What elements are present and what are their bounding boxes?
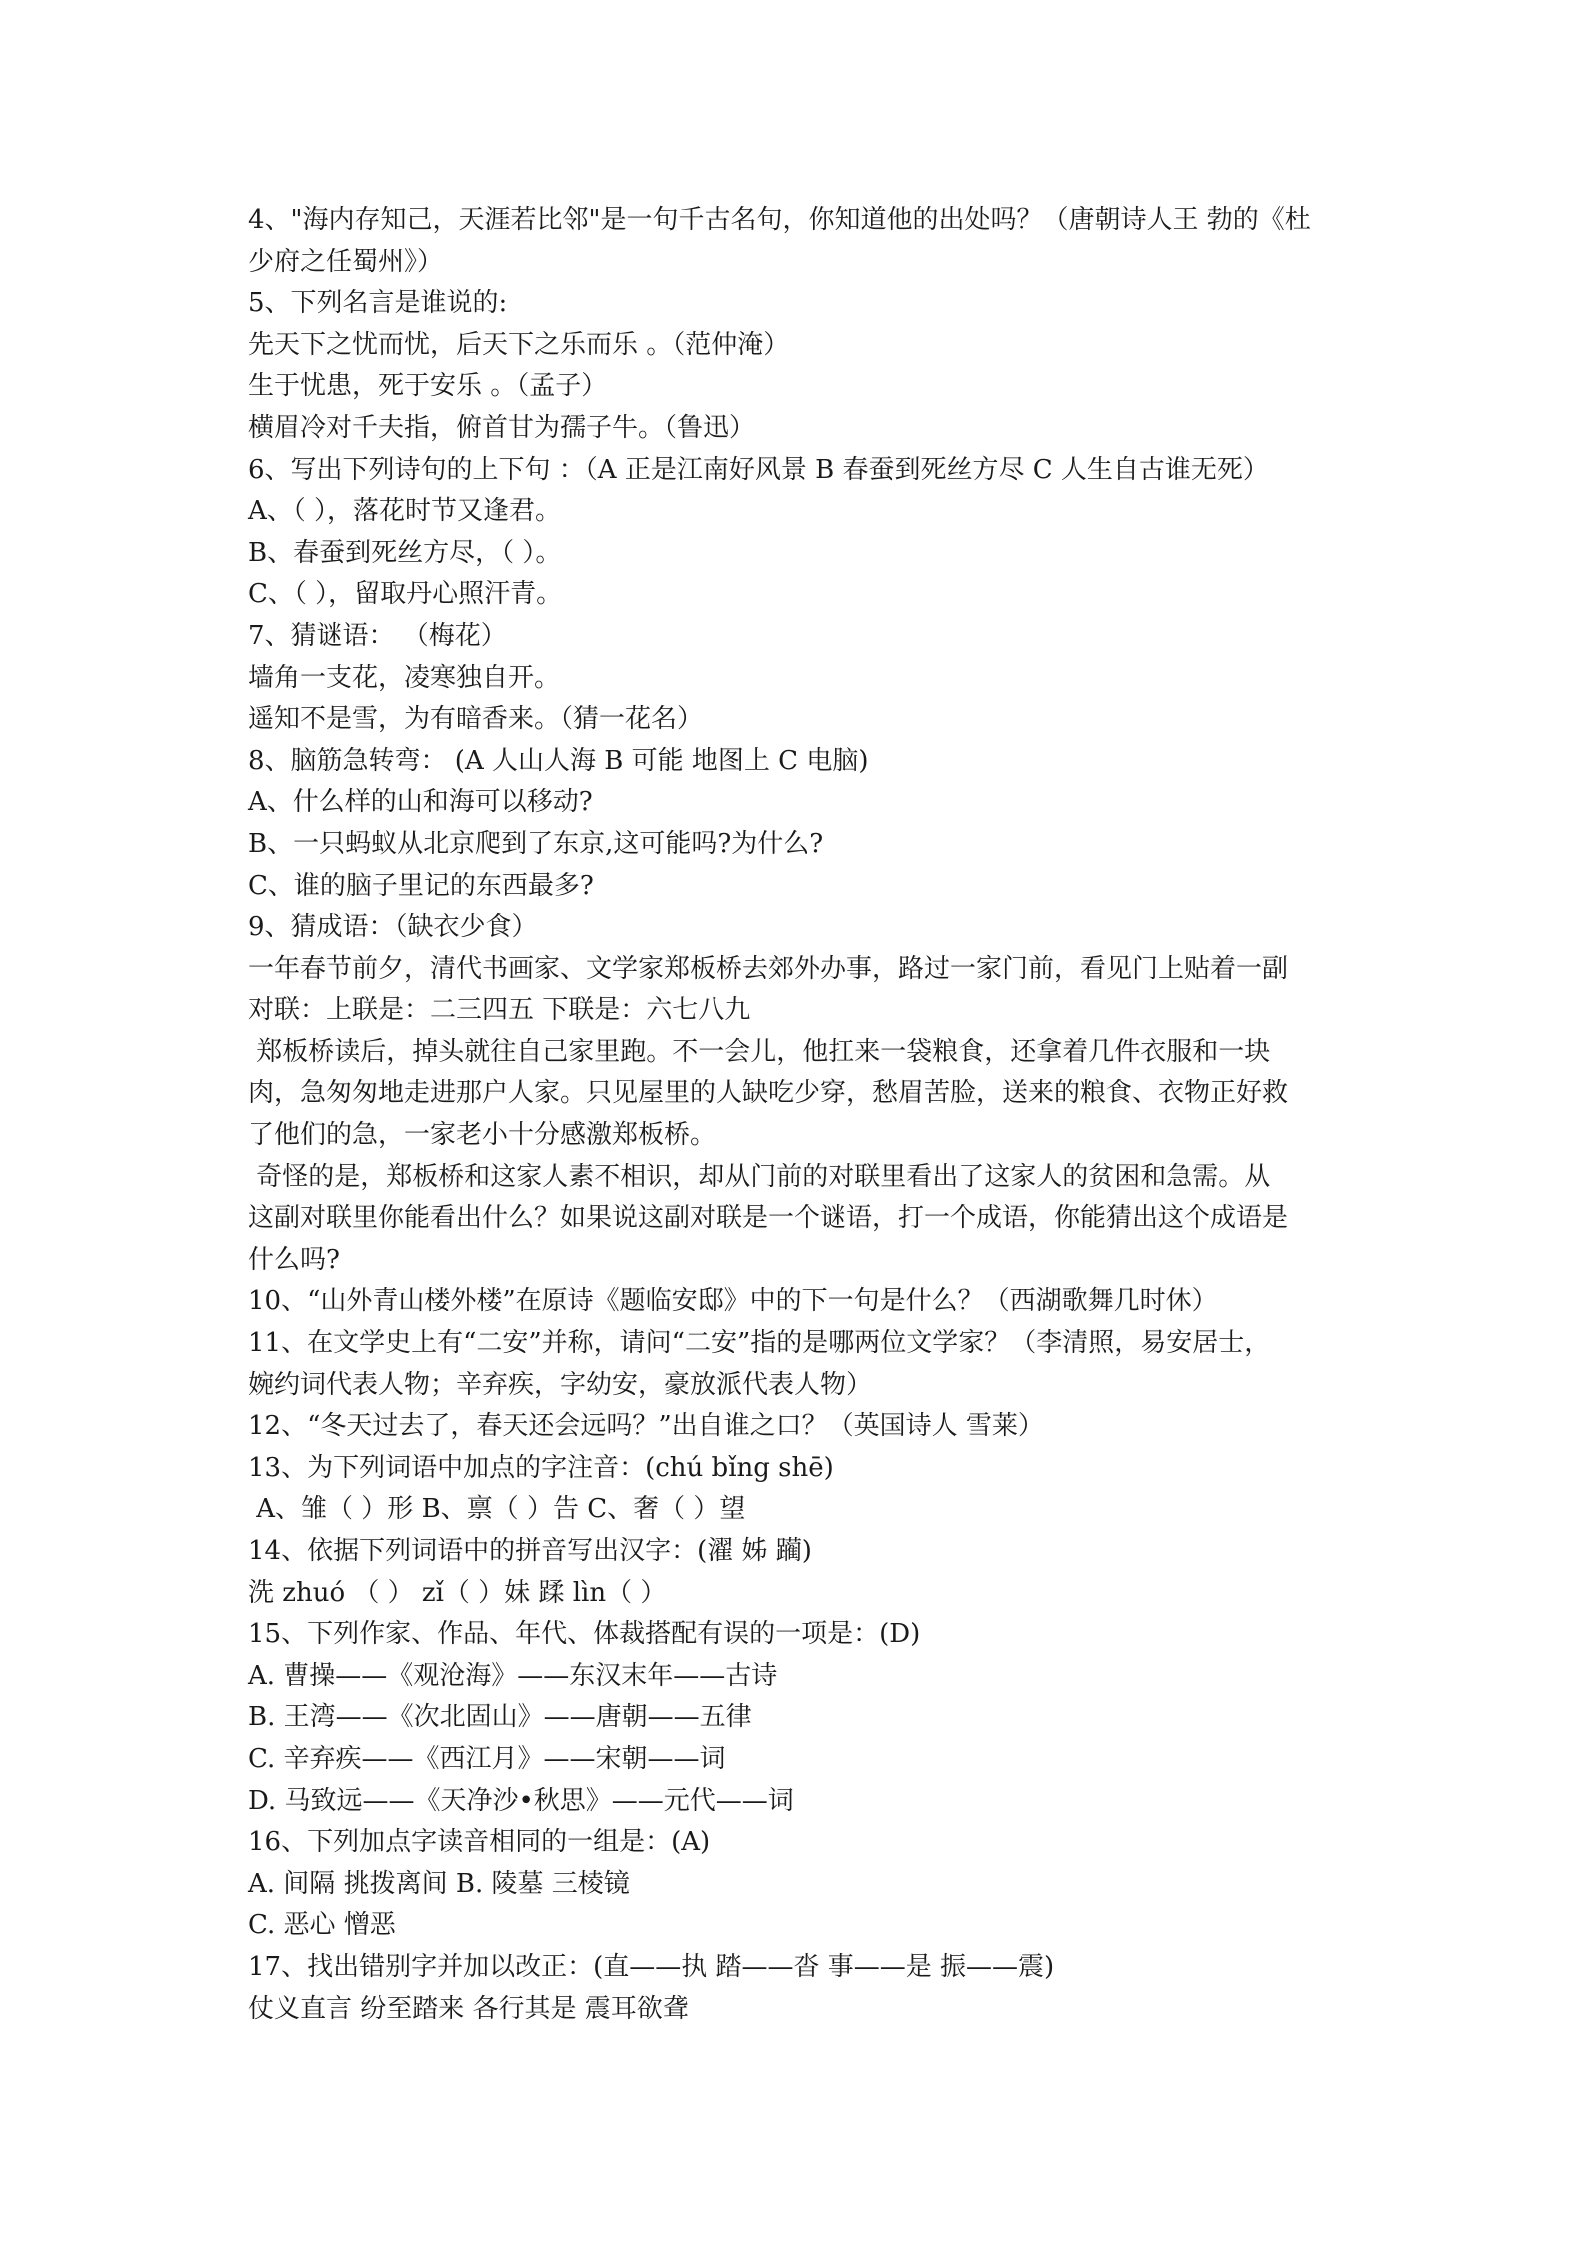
text-line: 少府之任蜀州》） <box>248 246 444 277</box>
text-line: C、（ ），留取丹心照汗青。 <box>248 579 563 610</box>
text-line: B、一只蚂蚁从北京爬到了东京,这可能吗?为什么? <box>248 828 824 859</box>
text-line: A、雏（ ）形 B、禀（ ）告 C、奢（ ）望 <box>248 1494 746 1525</box>
text-line: 14、依据下列词语中的拼音写出汉字：(濯 姊 躏) <box>248 1536 812 1566</box>
text-line: 婉约词代表人物；辛弃疾，字幼安，豪放派代表人物） <box>248 1369 873 1400</box>
text-line: 仗义直言 纷至踏来 各行其是 震耳欲聋 <box>248 1993 689 2024</box>
text-line: C、谁的脑子里记的东西最多? <box>248 870 594 901</box>
text-line: 13、为下列词语中加点的字注音：(chú bǐng shē) <box>248 1452 834 1483</box>
text-line: 遥知不是雪，为有暗香来。（猜一花名） <box>248 704 704 735</box>
text-line: 4、"海内存知己，天涯若比邻"是一句千古名句，你知道他的出处吗？（唐朝诗人王 勃的《杜 <box>248 205 1311 235</box>
text-line: A、（ ），落花时节又逢君。 <box>248 496 562 527</box>
text-line: 16、下列加点字读音相同的一组是：(A) <box>248 1827 711 1858</box>
text-line: 横眉冷对千夫指，俯首甘为孺子牛。（鲁迅） <box>248 412 756 443</box>
text-line: 郑板桥读后，掉头就往自己家里跑。不一会儿，他扛来一袋粮食，还拿着几件衣服和一块 <box>248 1036 1271 1067</box>
text-line: 15、下列作家、作品、年代、体裁搭配有误的一项是：(D) <box>248 1619 921 1650</box>
text-line: 8、脑筋急转弯： (A 人山人海 B 可能 地图上 C 电脑) <box>248 745 869 776</box>
text-line: 奇怪的是，郑板桥和这家人素不相识，却从门前的对联里看出了这家人的贫困和急需。从 <box>248 1161 1271 1192</box>
text-line: B、春蚕到死丝方尽，（ ）。 <box>248 537 562 568</box>
text-line: C. 辛弃疾——《西江月》——宋朝——词 <box>248 1743 726 1774</box>
text-line: 什么吗? <box>248 1244 340 1275</box>
text-line: 10、“山外青山楼外楼”在原诗《题临安邸》中的下一句是什么？（西湖歌舞几时休） <box>248 1286 1218 1317</box>
text-line: A. 间隔 挑拨离间 B. 陵墓 三棱镜 <box>248 1868 630 1899</box>
text-line: 生于忧患，死于安乐 。（孟子） <box>248 371 608 402</box>
text-line: 9、猜成语：（缺衣少食） <box>248 912 538 943</box>
text-line: 了他们的急，一家老小十分感激郑板桥。 <box>248 1120 717 1151</box>
text-line: 6、写出下列诗句的上下句 ：（A 正是江南好风景 B 春蚕到死丝方尽 C 人生自古谁无死） <box>248 454 1269 485</box>
text-line: 5、下列名言是谁说的: <box>248 288 508 319</box>
text-line: 洗 zhuó （ ） zǐ（ ）妹 蹂 lìn（ ） <box>248 1577 667 1608</box>
text-line: B. 王湾——《次北固山》——唐朝——五律 <box>248 1702 752 1733</box>
text-line: 对联：上联是：二三四五 下联是：六七八九 <box>248 995 751 1026</box>
text-line: 这副对联里你能看出什么？如果说这副对联是一个谜语，打一个成语，你能猜出这个成语是 <box>248 1203 1289 1234</box>
text-line: 墙角一支花，凌寒独自开。 <box>248 662 561 693</box>
text-line: C. 恶心 憎恶 <box>248 1910 396 1941</box>
text-line: 17、找出错别字并加以改正：(直——执 踏——沓 事——是 振——震) <box>248 1951 1055 1982</box>
text-line: A. 曹操——《观沧海》——东汉末年——古诗 <box>248 1660 778 1691</box>
text-line: A、什么样的山和海可以移动? <box>248 787 593 818</box>
text-line: 肉，急匆匆地走进那户人家。只见屋里的人缺吃少穿，愁眉苦脸，送来的粮食、衣物正好救 <box>248 1078 1289 1109</box>
text-line: D. 马致远——《天净沙•秋思》——元代——词 <box>248 1785 794 1816</box>
text-line: 先天下之忧而忧，后天下之乐而乐 。（范仲淹） <box>248 329 790 360</box>
text-line: 7、猜谜语： （梅花） <box>248 620 507 651</box>
text-line: 一年春节前夕，清代书画家、文学家郑板桥去郊外办事，路过一家门前，看见门上贴着一副 <box>248 953 1289 984</box>
text-line: 12、“冬天过去了，春天还会远吗？”出自谁之口？（英国诗人 雪莱） <box>248 1411 1044 1442</box>
document-body <box>248 200 1358 2030</box>
text-line: 11、在文学史上有“二安”并称，请问“二安”指的是哪两位文学家？（李清照，易安居士， <box>248 1328 1271 1359</box>
